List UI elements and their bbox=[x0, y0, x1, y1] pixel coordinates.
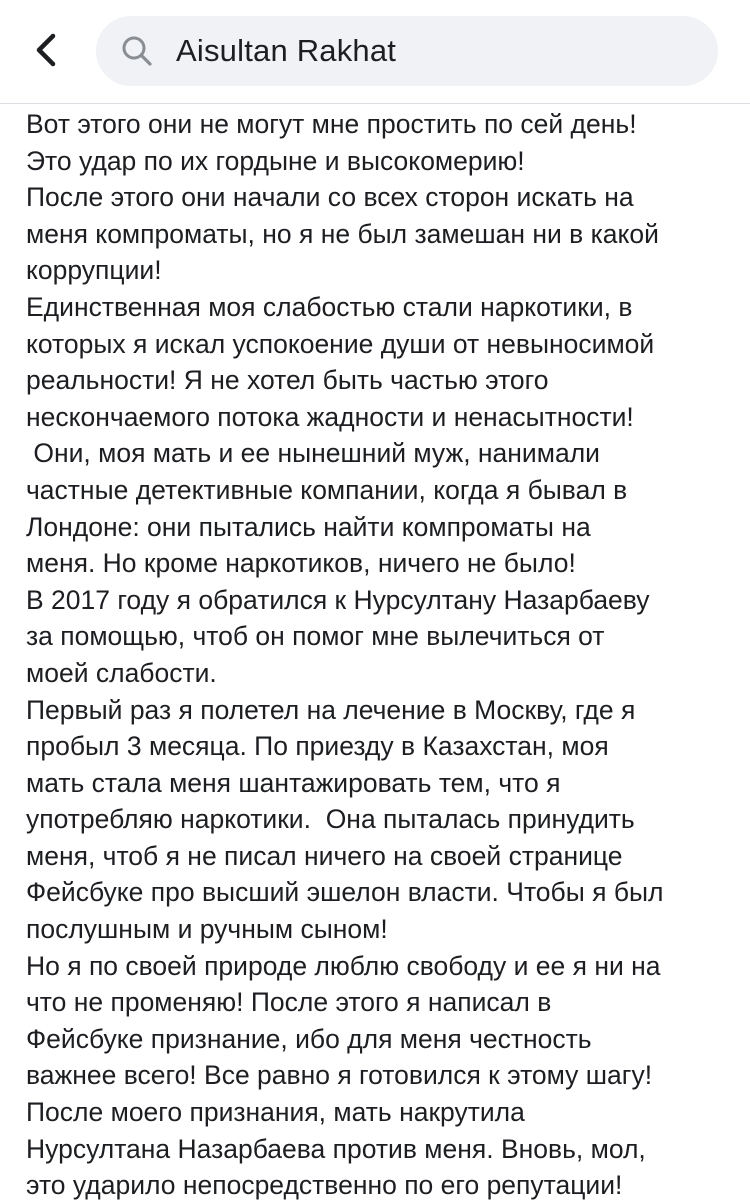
post-text-line: В 2017 году я обратился к Нурсултану Назарбаеву bbox=[26, 584, 650, 615]
post-text-line: Вот этого они не могут мне простить по сей день! bbox=[26, 109, 637, 139]
post-text bbox=[26, 106, 742, 1204]
post-text-line: частные детективные компании, когда я бывал в bbox=[26, 474, 628, 505]
post-text-line: Нурсултана Назарбаева против меня. Вновь, мол, bbox=[26, 1133, 646, 1164]
post-text-line: меня компроматы, но я не был замешан ни в какой bbox=[26, 218, 659, 249]
post-text-line: употребляю наркотики. Она пыталась принудить bbox=[26, 804, 635, 835]
post-text-line: Фейсбуке про высший эшелон власти. Чтобы я был bbox=[26, 877, 664, 908]
top-bar bbox=[0, 0, 750, 104]
post-text-line: Но я по своей природе люблю свободу и ее я ни на bbox=[26, 950, 661, 981]
post-text-line: Фейсбуке признание, ибо для меня честность bbox=[26, 1023, 592, 1054]
post-text-line: меня, чтоб я не писал ничего на своей странице bbox=[26, 840, 623, 871]
post-text-line: Единственная моя слабостью стали наркотики, в bbox=[26, 291, 633, 322]
post-text-line: Они, моя мать и ее нынешний муж, нанимали bbox=[26, 438, 600, 469]
post-text-line: Лондоне: они пытались найти компроматы на bbox=[26, 511, 591, 542]
post-text-line: мать стала меня шантажировать тем, что я bbox=[26, 767, 561, 798]
post-text-line: Первый раз я полетел на лечение в Москву, где я bbox=[26, 694, 636, 725]
post-text-line: важнее всего! Все равно я готовился к этому шагу! bbox=[26, 1060, 653, 1091]
back-button[interactable] bbox=[20, 22, 72, 78]
post-text-line: меня. Но кроме наркотиков, ничего не было! bbox=[26, 548, 576, 579]
post-text-line: пробыл 3 месяца. По приезду в Казахстан, моя bbox=[26, 731, 609, 762]
post-text-line: Это удар по их гордыне и высокомерию! bbox=[26, 145, 525, 176]
post-text-line: которых я искал успокоение души от невыносимой bbox=[26, 328, 655, 359]
post-text-line: нескончаемого потока жадности и ненасытности! bbox=[26, 401, 634, 432]
post-text-line: После моего признания, мать накрутила bbox=[26, 1097, 525, 1128]
post-text-line: моей слабости. bbox=[26, 657, 217, 688]
search-query-text: Aisultan Rakhat bbox=[176, 33, 397, 68]
post-text-line: что не променяю! После этого я написал в bbox=[26, 987, 552, 1018]
search-field[interactable] bbox=[96, 16, 718, 86]
search-icon bbox=[120, 34, 154, 68]
post-text-line: После этого они начали со всех сторон искать на bbox=[26, 182, 634, 213]
post-text-line: реальности! Я не хотел быть частью этого bbox=[26, 365, 549, 396]
chevron-left-icon bbox=[34, 32, 58, 68]
post-text-line: послушным и ручным сыном! bbox=[26, 914, 388, 945]
post-text-line: коррупции! bbox=[26, 255, 162, 286]
post-text-line: это ударило непосредственно по его репутации! bbox=[26, 1170, 623, 1201]
post-text-line: за помощью, чтоб он помог мне вылечиться от bbox=[26, 621, 605, 652]
